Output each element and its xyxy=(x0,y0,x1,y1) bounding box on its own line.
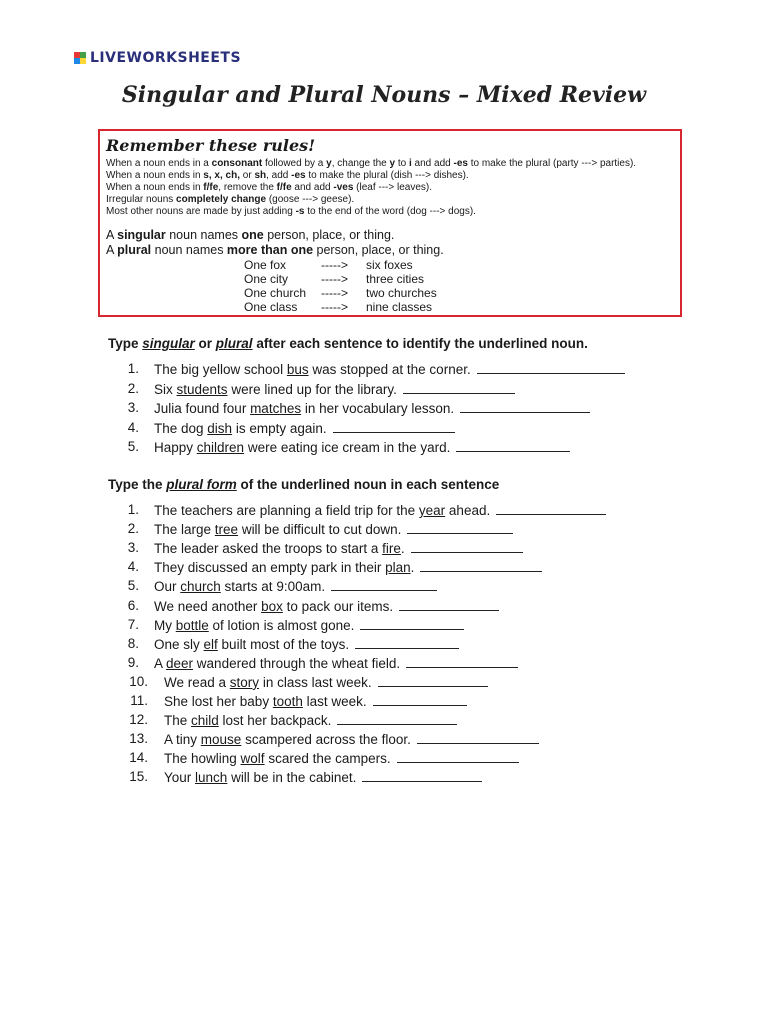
answer-blank[interactable] xyxy=(337,712,457,725)
sentence-text: . xyxy=(410,560,415,576)
text-run: i xyxy=(409,158,412,169)
answer-blank[interactable] xyxy=(460,400,590,413)
sentence-item xyxy=(164,731,539,747)
underlined-noun: deer xyxy=(166,655,194,671)
sentence-text: Your xyxy=(164,770,196,786)
item-number: 1. xyxy=(127,361,139,376)
sentence-text: She lost her baby xyxy=(164,694,273,709)
sentence-text: wandered through the wheat field. xyxy=(193,655,401,671)
sentence-text: The xyxy=(164,713,192,729)
definition-line xyxy=(106,228,394,242)
answer-blank[interactable] xyxy=(420,559,542,572)
sentence-text: The big yellow school xyxy=(154,362,287,377)
sentence-item xyxy=(154,381,515,397)
sentence-text: scared the campers. xyxy=(264,751,391,767)
sentence-text: last week. xyxy=(302,694,367,709)
sentence-text: were eating ice cream in the yard. xyxy=(244,440,451,455)
sentence-item xyxy=(154,540,523,556)
text-run: -ves xyxy=(333,182,354,193)
sentence-text: lost her backpack. xyxy=(218,713,332,729)
example-arrow: -----> xyxy=(321,300,348,314)
answer-blank[interactable] xyxy=(456,439,570,452)
item-number: 9. xyxy=(127,654,139,670)
text-run: and add xyxy=(291,182,334,193)
underlined-noun: wolf xyxy=(240,751,265,767)
underlined-noun: lunch xyxy=(195,770,228,786)
sentence-text: One sly xyxy=(154,636,204,652)
sentence-text: The dog xyxy=(154,420,208,436)
sentence-item xyxy=(164,693,467,709)
item-number: 1. xyxy=(127,502,139,517)
example-plural: two churches xyxy=(366,286,437,300)
sentence-item xyxy=(154,655,518,671)
item-number: 3. xyxy=(127,540,139,556)
underlined-noun: church xyxy=(180,579,221,595)
text-run: or xyxy=(239,170,255,181)
item-number: 10. xyxy=(129,673,148,689)
logo-grid-icon xyxy=(74,52,86,64)
section-1-instructions xyxy=(108,336,588,351)
answer-blank[interactable] xyxy=(360,617,464,630)
sentence-text: to pack our items. xyxy=(282,598,394,614)
rule-line xyxy=(106,194,354,205)
text-run: singular xyxy=(142,336,195,351)
text-run: followed by a xyxy=(262,158,327,169)
sentence-item xyxy=(164,712,457,728)
answer-blank[interactable] xyxy=(397,750,519,763)
text-run: person, place, or thing. xyxy=(313,243,444,257)
sentence-text: were lined up for the library. xyxy=(227,381,397,397)
sentence-text: They discussed an empty park in their xyxy=(154,560,386,576)
answer-blank[interactable] xyxy=(417,731,539,744)
sentence-text: is empty again. xyxy=(232,420,327,436)
rule-line xyxy=(106,182,432,193)
text-run: or xyxy=(194,336,216,351)
underlined-noun: story xyxy=(229,674,260,690)
text-run: Most other nouns are made by just adding xyxy=(106,206,296,217)
answer-blank[interactable] xyxy=(333,420,455,433)
underlined-noun: tree xyxy=(214,522,239,538)
sentence-text: starts at 9:00am. xyxy=(220,579,326,595)
worksheet-title: Singular and Plural Nouns – Mixed Review xyxy=(121,82,647,108)
sentence-text: scampered across the floor. xyxy=(241,732,411,748)
text-run: noun names xyxy=(165,228,242,242)
sentence-text: Happy xyxy=(154,440,197,455)
text-run: to xyxy=(395,158,409,169)
item-number: 15. xyxy=(129,769,148,785)
sentence-item xyxy=(154,521,513,537)
sentence-text: The leader asked the troops to start a xyxy=(154,541,383,557)
example-singular: One fox xyxy=(244,258,287,272)
sentence-text: Our xyxy=(154,579,181,595)
sentence-text: My xyxy=(154,617,176,633)
definition-line xyxy=(106,243,444,257)
sentence-item xyxy=(154,400,590,416)
text-run: When a noun ends in xyxy=(106,170,204,181)
underlined-noun: box xyxy=(261,598,283,614)
item-number: 6. xyxy=(127,597,139,613)
text-run: plural form xyxy=(166,477,237,492)
text-run: When a noun ends in xyxy=(106,182,204,193)
example-plural: nine classes xyxy=(366,300,433,314)
answer-blank[interactable] xyxy=(362,769,482,782)
text-run: f/fe xyxy=(203,182,219,193)
example-plural: six foxes xyxy=(366,258,413,272)
answer-blank[interactable] xyxy=(378,674,488,687)
sentence-item xyxy=(154,559,542,575)
item-number: 4. xyxy=(127,559,139,575)
sentence-text: in her vocabulary lesson. xyxy=(301,401,455,416)
section-2-instructions xyxy=(108,477,499,492)
sentence-text: will be in the cabinet. xyxy=(227,770,357,786)
sentence-text: We need another xyxy=(154,598,262,614)
answer-blank[interactable] xyxy=(406,655,518,668)
item-number: 5. xyxy=(127,439,139,454)
text-run: f/fe xyxy=(276,182,292,193)
underlined-noun: mouse xyxy=(200,732,242,748)
text-run: When a noun ends in a xyxy=(106,158,212,169)
text-run: one xyxy=(241,228,264,242)
underlined-noun: year xyxy=(418,503,446,518)
text-run: to the end of the word (dog ---> dogs). xyxy=(304,206,476,217)
answer-blank[interactable] xyxy=(355,636,459,649)
text-run: to make the plural (dish ---> dishes). xyxy=(305,170,469,181)
text-run: -es xyxy=(453,158,468,169)
sentence-text: A tiny xyxy=(164,732,201,748)
sentence-text: built most of the toys. xyxy=(217,636,350,652)
item-number: 3. xyxy=(127,400,139,415)
sentence-item xyxy=(164,750,519,766)
sentence-item xyxy=(164,674,488,690)
sentence-item xyxy=(154,617,464,633)
text-run: -s xyxy=(295,206,305,217)
text-run: Type xyxy=(108,336,143,351)
text-run: completely change xyxy=(176,194,267,205)
sentence-text: ahead. xyxy=(445,503,491,518)
item-number: 7. xyxy=(127,616,139,632)
rules-heading: Remember these rules! xyxy=(106,136,316,155)
answer-blank[interactable] xyxy=(373,693,467,706)
answer-blank[interactable] xyxy=(411,540,523,553)
logo-square-icon xyxy=(80,58,86,64)
item-number: 12. xyxy=(129,712,148,728)
answer-blank[interactable] xyxy=(496,502,606,515)
underlined-noun: dish xyxy=(207,420,233,436)
item-number: 13. xyxy=(129,731,148,747)
text-run: noun names xyxy=(151,243,227,257)
item-number: 11. xyxy=(130,693,148,708)
example-singular: One class xyxy=(244,300,298,314)
example-plural: three cities xyxy=(366,272,425,286)
item-number: 5. xyxy=(127,578,139,594)
text-run: to make the plural (party ---> parties). xyxy=(467,158,637,169)
sentence-item xyxy=(154,439,570,455)
rule-line xyxy=(106,206,476,217)
rule-line xyxy=(106,158,636,169)
sentence-item xyxy=(154,420,455,436)
text-run: and add xyxy=(411,158,454,169)
underlined-noun: matches xyxy=(250,401,302,416)
text-run: , change the xyxy=(331,158,390,169)
item-number: 2. xyxy=(127,380,139,396)
example-arrow: -----> xyxy=(321,272,348,286)
text-run: y xyxy=(389,158,396,169)
sentence-item xyxy=(154,636,459,652)
item-number: 14. xyxy=(129,750,148,766)
text-run: s, x, ch, xyxy=(203,170,240,181)
text-run: (goose ---> geese). xyxy=(266,194,355,205)
item-number: 4. xyxy=(127,419,139,435)
item-number: 2. xyxy=(127,521,139,537)
sentence-text: The howling xyxy=(164,751,241,767)
text-run: Irregular nouns xyxy=(106,194,177,205)
sentence-item xyxy=(154,578,437,594)
answer-blank[interactable] xyxy=(477,361,625,374)
text-run: after each sentence to identify the underlined noun. xyxy=(252,336,588,351)
text-run: singular xyxy=(117,228,166,242)
text-run: A xyxy=(106,243,118,257)
answer-blank[interactable] xyxy=(407,521,513,534)
underlined-noun: bus xyxy=(286,362,309,377)
text-run: -es xyxy=(291,170,306,181)
answer-blank[interactable] xyxy=(403,381,515,394)
example-singular: One church xyxy=(244,286,307,300)
text-run: plural xyxy=(117,243,152,257)
text-run: sh xyxy=(254,170,267,181)
answer-blank[interactable] xyxy=(399,598,499,611)
underlined-noun: children xyxy=(196,440,245,455)
underlined-noun: students xyxy=(176,381,228,397)
example-singular: One city xyxy=(244,272,289,286)
sentence-text: We read a xyxy=(164,674,230,690)
sentence-item xyxy=(164,769,482,785)
logo-text: LIVEWORKSHEETS xyxy=(90,50,242,66)
item-number: 8. xyxy=(127,635,139,651)
underlined-noun: plan xyxy=(385,560,411,576)
sentence-item xyxy=(154,598,499,614)
text-run: of the underlined noun in each sentence xyxy=(236,477,500,492)
underlined-noun: bottle xyxy=(175,617,209,633)
example-arrow: -----> xyxy=(321,258,348,272)
sentence-text: Julia found four xyxy=(154,401,251,416)
text-run: consonant xyxy=(211,158,263,169)
sentence-text: of lotion is almost gone. xyxy=(208,617,355,633)
sentence-item xyxy=(154,502,606,518)
text-run: , remove the xyxy=(218,182,277,193)
sentence-text: The teachers are planning a field trip for the xyxy=(154,503,419,518)
sentence-text: . xyxy=(400,541,405,557)
text-run: person, place, or thing. xyxy=(263,228,395,242)
underlined-noun: elf xyxy=(203,636,218,652)
answer-blank[interactable] xyxy=(331,578,437,591)
text-run: y xyxy=(326,158,332,169)
underlined-noun: tooth xyxy=(272,694,303,709)
text-run: A xyxy=(106,228,118,242)
sentence-text: Six xyxy=(154,381,177,397)
text-run: (leaf ---> leaves). xyxy=(353,182,433,193)
example-arrow: -----> xyxy=(321,286,348,300)
underlined-noun: child xyxy=(191,713,219,729)
underlined-noun: fire xyxy=(382,541,401,557)
sentence-item xyxy=(154,361,625,377)
sentence-text: was stopped at the corner. xyxy=(308,362,471,377)
sentence-text: in class last week. xyxy=(259,674,372,690)
text-run: Type the xyxy=(108,477,167,492)
liveworksheets-logo xyxy=(74,50,241,66)
rule-line xyxy=(106,170,469,181)
text-run: more than one xyxy=(226,243,314,257)
sentence-text: The large xyxy=(154,522,215,538)
text-run: plural xyxy=(215,336,253,351)
sentence-text: A xyxy=(154,655,167,671)
text-run: , add xyxy=(266,170,292,181)
sentence-text: will be difficult to cut down. xyxy=(238,522,402,538)
